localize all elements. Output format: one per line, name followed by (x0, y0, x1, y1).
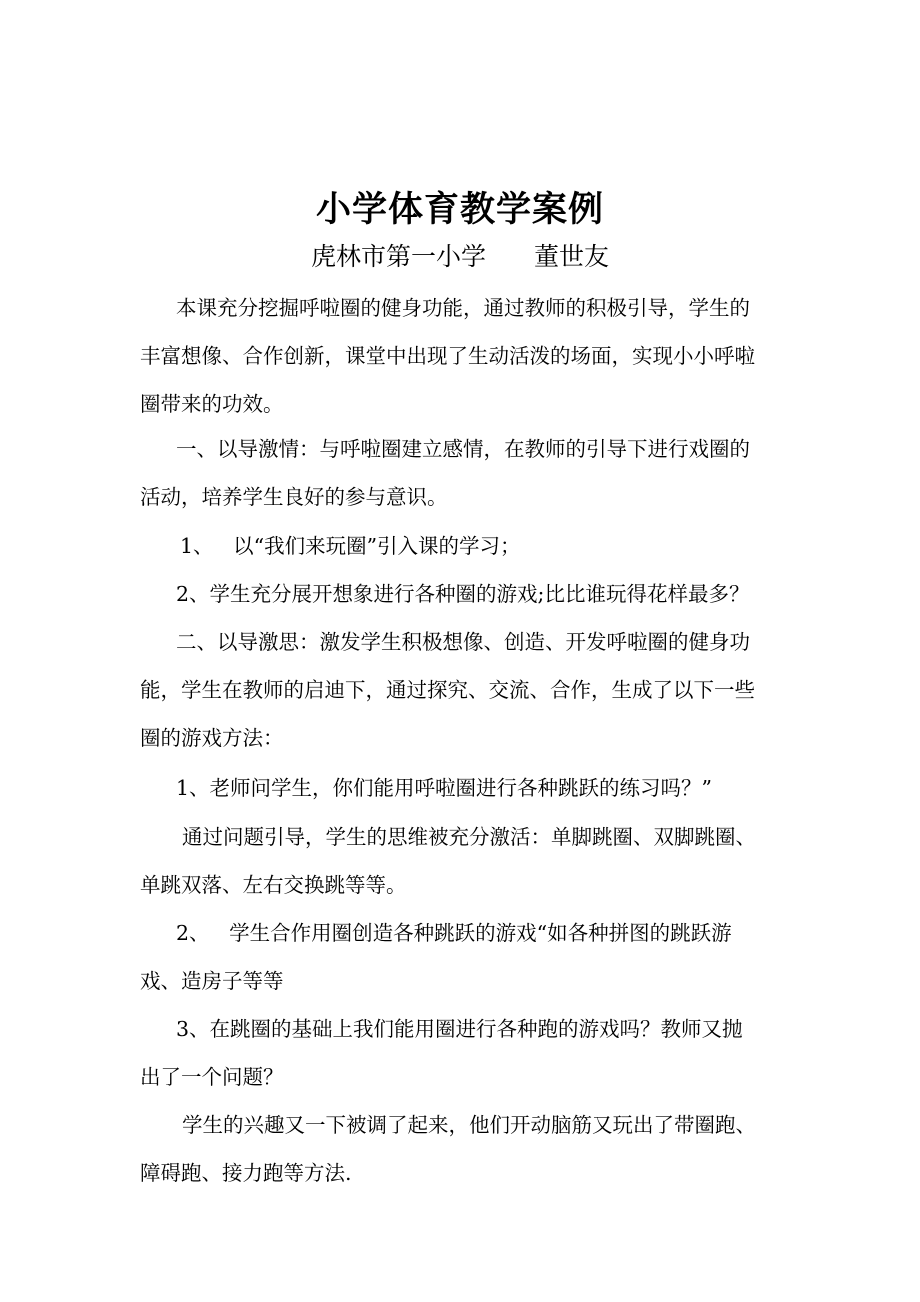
text-line: 丰富想像、合作创新，课堂中出现了生动活泼的场面，实现小小呼啦 (140, 344, 755, 368)
text-line: 1、老师问学生，你们能用呼啦圈进行各种跳跃的练习吗？” (176, 776, 713, 800)
text-line: 本课充分挖掘呼啦圈的健身功能，通过教师的积极引导，学生的 (176, 296, 750, 320)
text-line: 二、以导激思：激发学生积极想像、创造、开发呼啦圈的健身功 (176, 630, 750, 654)
text-line: 学生的兴趣又一下被调了起来，他们开动脑筋又玩出了带圈跑、 (182, 1113, 756, 1137)
paragraph-intro (140, 284, 785, 428)
paragraph-run-methods (140, 1101, 785, 1197)
paragraph-item-2-games (140, 909, 785, 1005)
document-byline (0, 237, 920, 277)
paragraph-section-one (140, 425, 785, 521)
text-line: 圈的游戏方法： (140, 726, 284, 750)
text-line: 活动，培养学生良好的参与意识。 (140, 485, 448, 509)
document-title: 小学体育教学案例 (315, 189, 604, 230)
paragraph-question-1 (140, 764, 785, 812)
school-name: 虎林市第一小学 (310, 242, 486, 271)
text-line: 2、学生充分展开想象进行各种圈的游戏;比比谁玩得花样最多？ (176, 582, 750, 606)
text-line: 1、 以“我们来玩圈”引入课的学习； (180, 534, 521, 558)
text-line: 通过问题引导，学生的思维被充分激活：单脚跳圈、双脚跳圈、 (182, 825, 756, 849)
text-line: 出了一个问题？ (140, 1065, 284, 1089)
text-line: 单跳双落、左右交换跳等等。 (140, 873, 407, 897)
paragraph-item-3 (140, 1005, 785, 1101)
paragraph-section-two (140, 618, 785, 762)
paragraph-jump-methods (140, 813, 785, 909)
paragraph-item-2 (140, 570, 785, 618)
text-line: 一、以导激情：与呼啦圈建立感情，在教师的引导下进行戏圈的 (176, 437, 750, 461)
text-line: 3、在跳圈的基础上我们能用圈进行各种跑的游戏吗？教师又抛 (176, 1017, 743, 1041)
author-name: 董世友 (534, 242, 610, 271)
text-line: 2、 学生合作用圈创造各种跳跃的游戏“如各种拼图的跳跃游 (176, 921, 732, 945)
paragraph-item-1 (140, 522, 785, 570)
text-line: 戏、造房子等等 (140, 969, 284, 993)
text-line: 障碍跑、接力跑等方法. (140, 1161, 352, 1185)
text-line: 能，学生在教师的启迪下，通过探究、交流、合作，生成了以下一些 (140, 678, 755, 702)
text-line: 圈带来的功效。 (140, 392, 284, 416)
